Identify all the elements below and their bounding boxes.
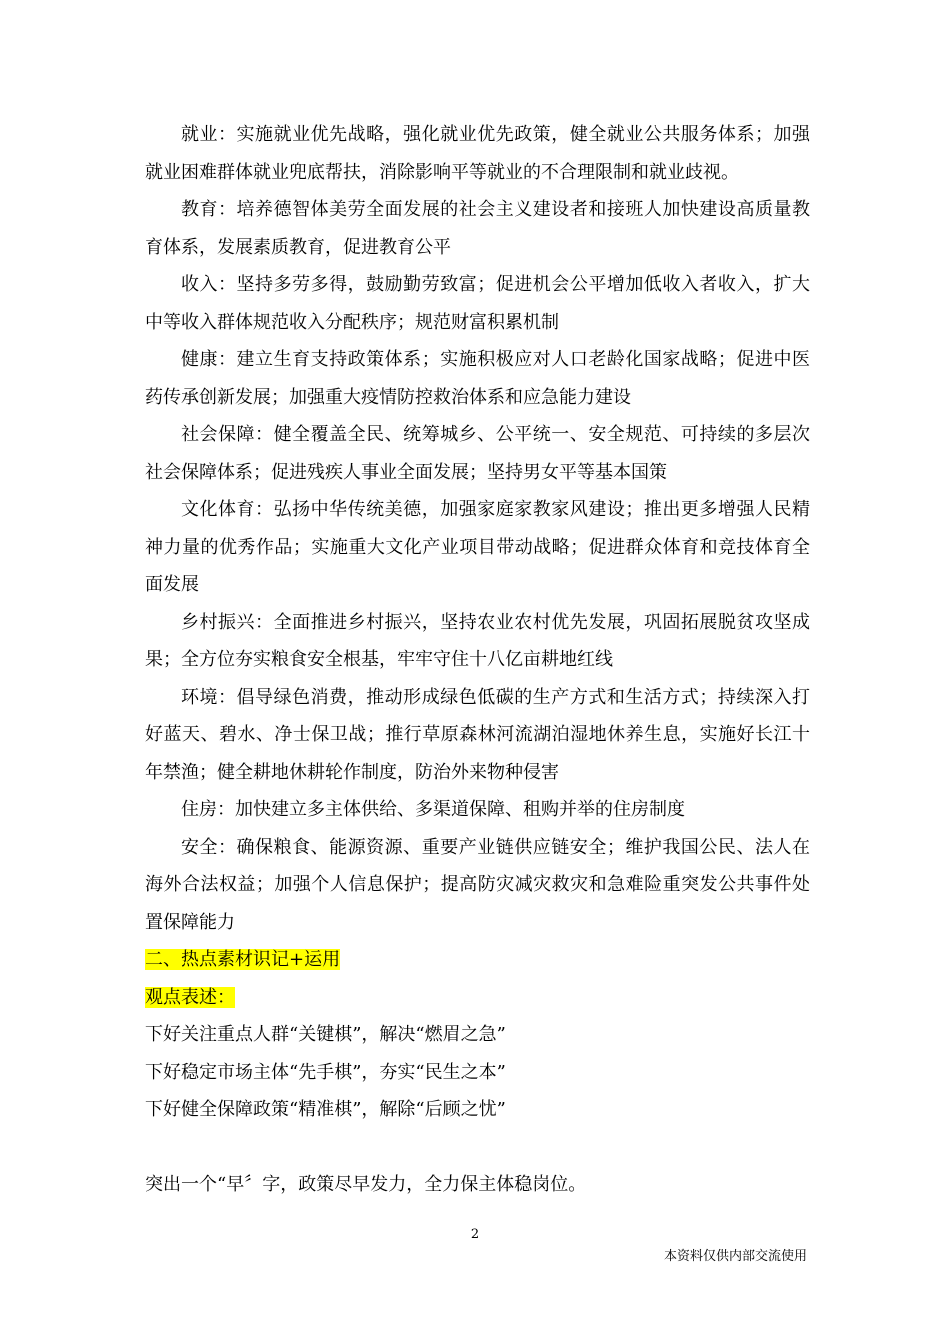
paragraph-housing: 住房：加快建立多主体供给、多渠道保障、租购并举的住房制度 [181, 799, 685, 820]
viewpoint-label-row [145, 979, 810, 1017]
paragraph-social-security: 社会保障：健全覆盖全民、统筹城乡、公平统一、安全规范、可持续的多层次社会保障体系；促进残疾人事业全面发展；坚持男女平等基本国策 [145, 424, 810, 483]
blank-line [145, 1129, 810, 1167]
section-heading: 二、热点素材识记+运用 [145, 949, 341, 970]
footer-note: 本资料仅供内部交流使用 [663, 1249, 807, 1264]
viewpoint-item: 下好关注重点人群“关键棋”，解决“燃眉之急” [145, 1024, 506, 1045]
paragraph-security: 安全：确保粮食、能源资源、重要产业链供应链安全；维护我国公民、法人在海外合法权益；加强个人信息保护；提高防灾减灾救灾和急难险重突发公共事件处置保障能力 [145, 836, 810, 933]
page-number: 2 [470, 1227, 480, 1242]
viewpoint-label: 观点表述： [145, 986, 235, 1008]
section-heading-row [145, 941, 810, 979]
paragraph-health: 健康：建立生育支持政策体系；实施积极应对人口老龄化国家战略；促进中医药传承创新发展；加强重大疫情防控救治体系和应急能力建设 [145, 349, 810, 408]
paragraph-environment: 环境：倡导绿色消费，推动形成绿色低碳的生产方式和生活方式；持续深入打好蓝天、碧水、净士保卫战；推行草原森林河流湖泊湿地休养生息，实施好长江十年禁渔；健全耕地休耕轮作制度，防治外来物种侵害 [145, 686, 810, 783]
paragraph-rural-revitalization: 乡村振兴：全面推进乡村振兴，坚持农业农村优先发展，巩固拓展脱贫攻坚成果；全方位夯实粮食安全根基，牢牢守住十八亿亩耕地红线 [145, 611, 810, 670]
paragraph-education: 教育：培养德智体美劳全面发展的社会主义建设者和接班人加快建设高质量教育体系，发展素质教育，促进教育公平 [145, 199, 810, 258]
page-body [145, 116, 810, 1204]
paragraph-employment: 就业：实施就业优先战略，强化就业优先政策，健全就业公共服务体系；加强就业困难群体就业兜底帮扶，消除影响平等就业的不合理限制和就业歧视。 [145, 124, 810, 183]
viewpoint-item: 下好稳定市场主体“先手棋”，夯实“民生之本” [145, 1061, 506, 1083]
paragraph-income: 收入：坚持多劳多得，鼓励勤劳致富；促进机会公平增加低收入者收入，扩大中等收入群体规范收入分配秩序；规范财富积累机制 [145, 274, 810, 333]
viewpoint-item: 下好健全保障政策“精准棋”，解除“后顾之忧” [145, 1099, 506, 1120]
paragraph-culture-sports: 文化体育：弘扬中华传统美德，加强家庭家教家风建设；推出更多增强人民精神力量的优秀作品；实施重大文化产业项目带动战略；促进群众体育和竞技体育全面发展 [145, 499, 810, 595]
closing-line: 突出一个“早〞字，政策尽早发力，全力保主体稳岗位。 [145, 1174, 587, 1195]
